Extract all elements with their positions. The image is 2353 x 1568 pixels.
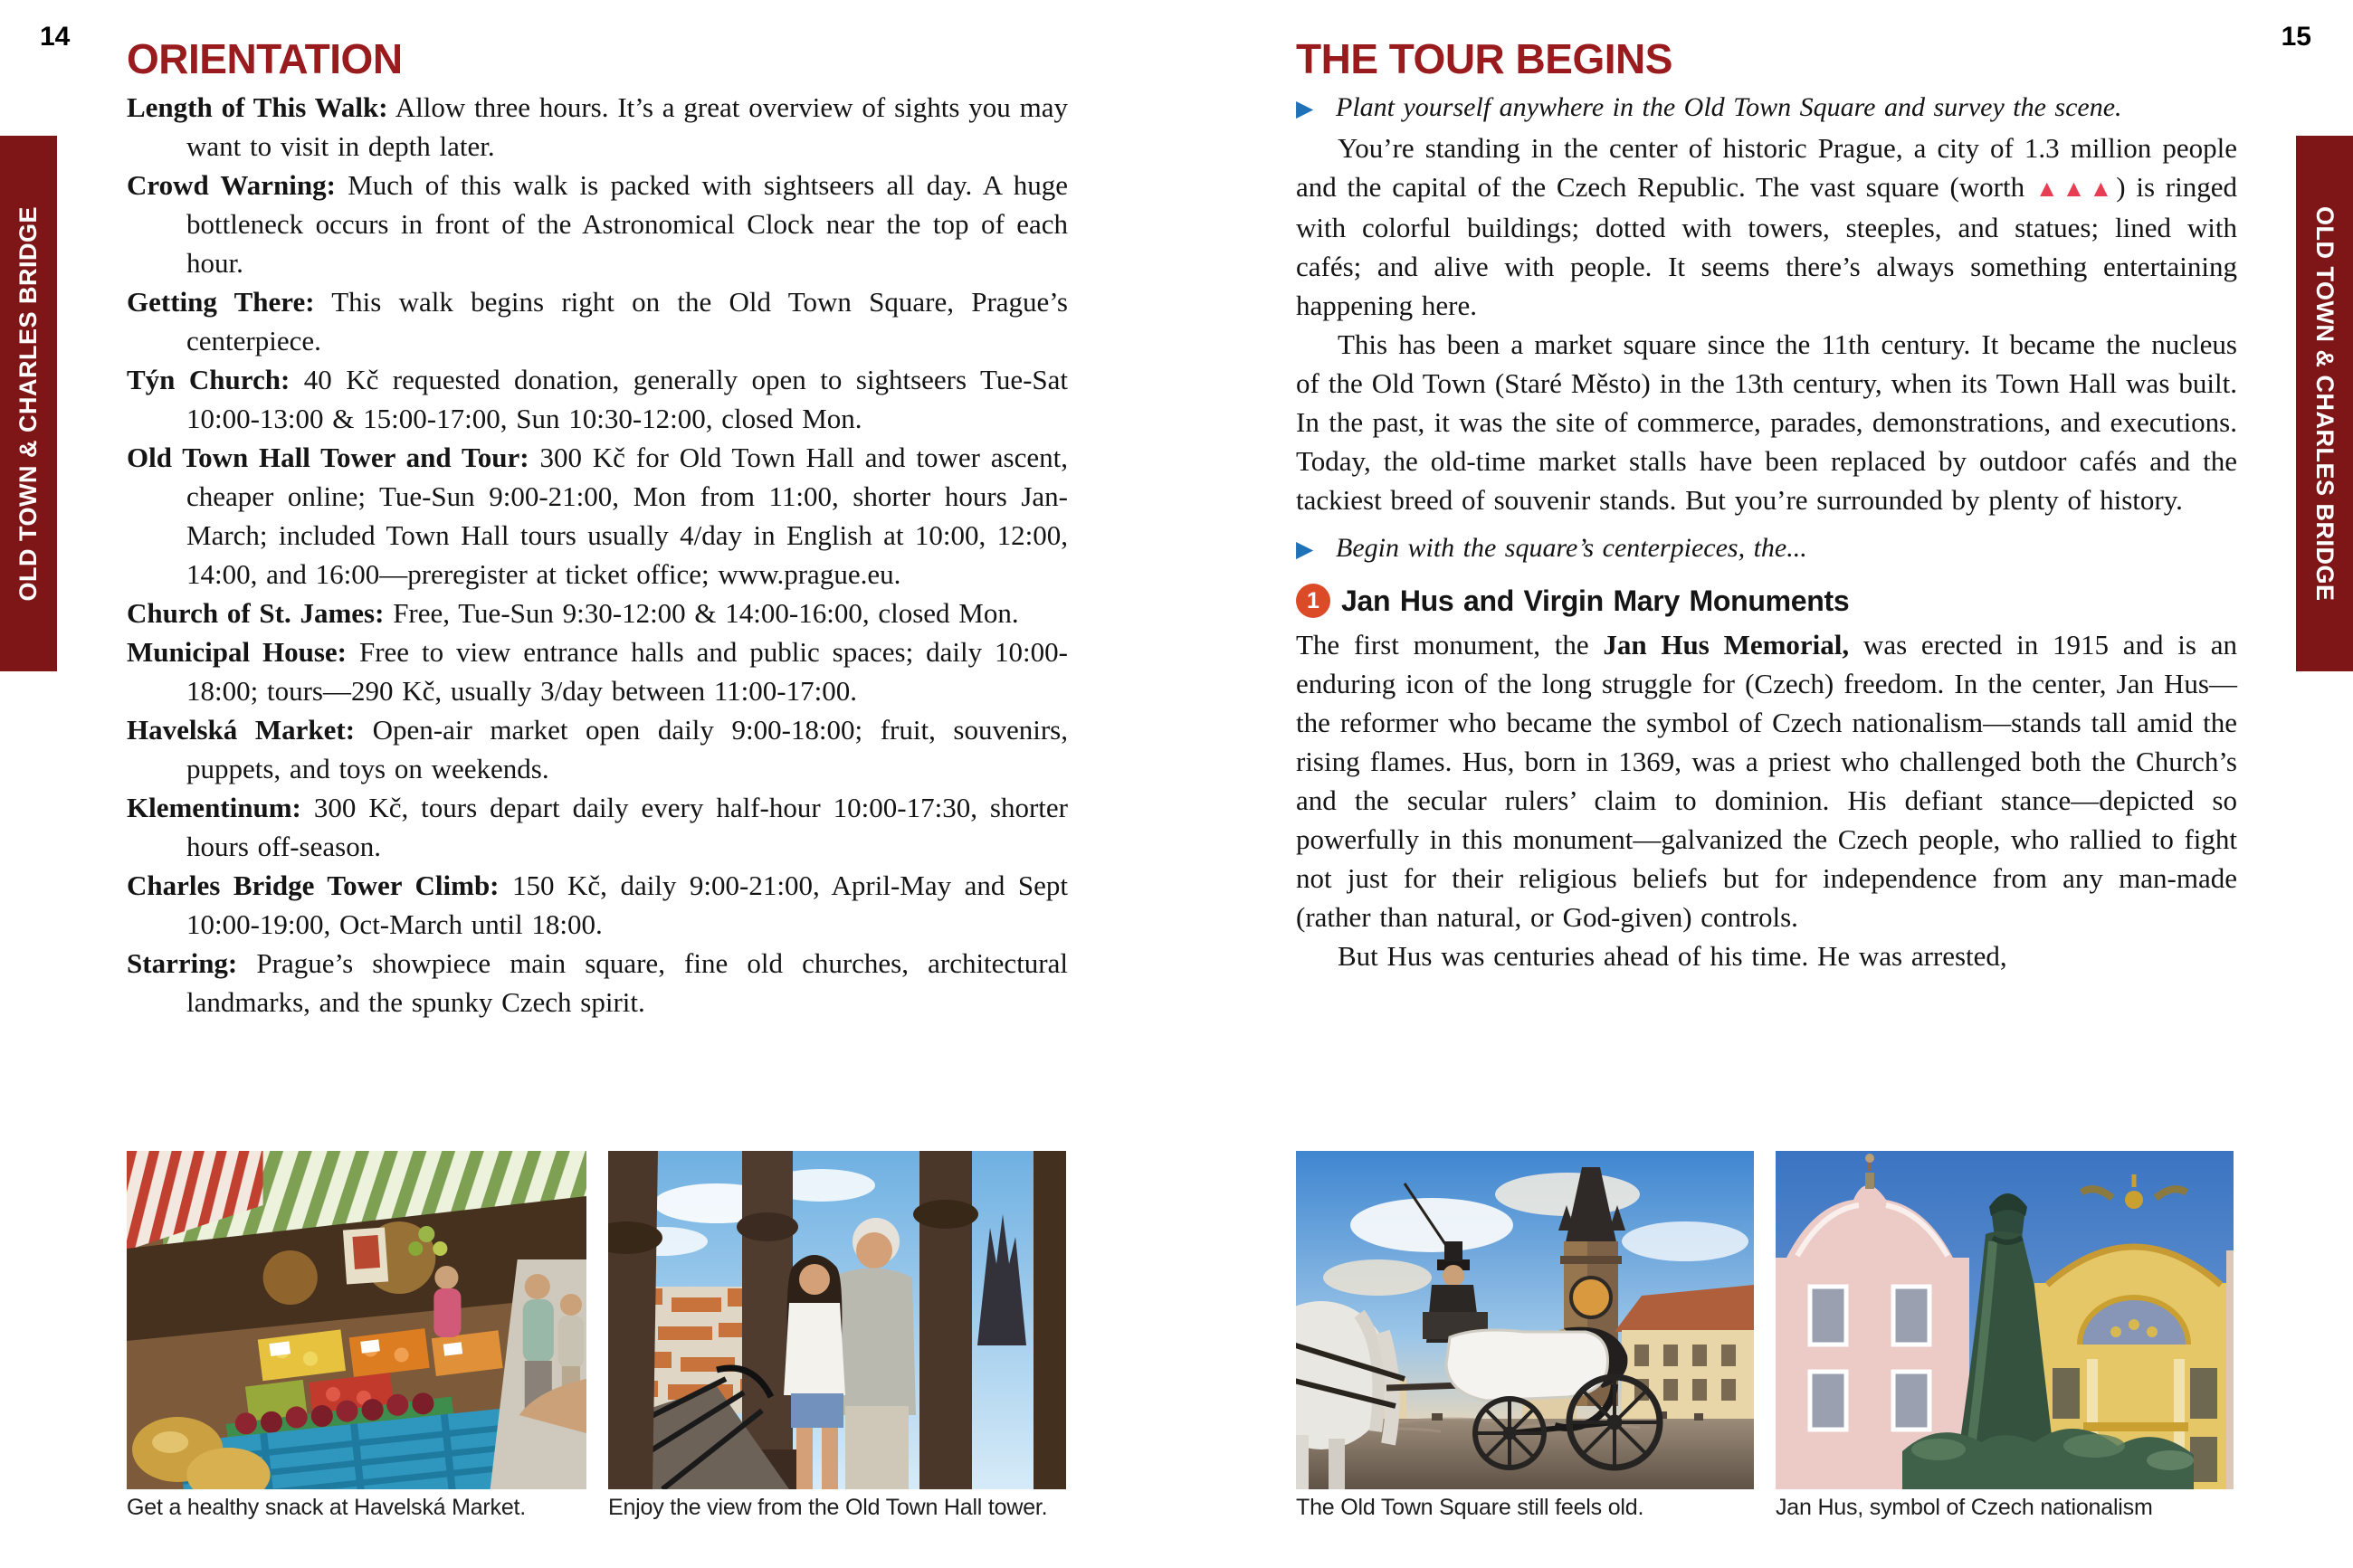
entry-label: Old Town Hall Tower and Tour:	[127, 442, 529, 473]
page-number-right: 15	[2281, 22, 2311, 52]
old-town-square-photo	[1296, 1151, 1754, 1489]
tour-begins-column	[1296, 88, 2237, 975]
entry-text: Allow three hours. It’s a great overview of sights you may want to visit in depth later.	[186, 91, 1068, 162]
entry-label: Length of This Walk:	[127, 91, 388, 123]
section-heading-jan-hus	[1296, 584, 2237, 618]
direction-arrow-icon: ▶	[1296, 97, 1314, 121]
entry-label: Charles Bridge Tower Climb:	[127, 870, 500, 901]
entry-text: This walk begins right on the Old Town Square, Prague’s centerpiece.	[186, 286, 1068, 356]
entry-label: Church of St. James:	[127, 597, 385, 629]
square-illustration	[1296, 1151, 1754, 1489]
rating-triangles: ▲▲▲	[2034, 176, 2117, 202]
orientation-entry	[127, 710, 1068, 788]
entry-label: Crowd Warning:	[127, 169, 336, 201]
text-run: was erected in 1915 and is an enduring icon of the long struggle for (Czech) freedom. In the center, Jan Hus—the reformer who became the symbol of Czech nationalism—stands tall amid the rising flames. Hus, born in 1369, was a priest who challenged both the Church’s and the secular rulers’ claim to dominion. His defiant stance—depicted so powerfully in this monument—galvanized the Czech people, who rallied to fight not just for their religious beliefs but for independence from any man-made (rather than natural, or God-given) controls.	[1296, 629, 2237, 933]
entry-text: Free, Tue-Sun 9:30-12:00 & 14:00-16:00, closed Mon.	[393, 597, 1019, 629]
jan-hus-illustration	[1776, 1151, 2234, 1489]
entry-label: Getting There:	[127, 286, 315, 318]
paragraph-jan-hus	[1296, 625, 2237, 936]
walking-direction-intro	[1296, 88, 2237, 128]
entry-text: 300 Kč for Old Town Hall and tower ascent, cheaper online; Tue-Sun 9:00-21:00, Mon from 11:00, shorter hours Jan-March; included Town Hall tours usually 4/day in English at 10:00, 12:00, 14:00, and 16:00—preregister at ticket office; www.prague.eu.	[186, 442, 1068, 590]
havelska-market-photo	[127, 1151, 586, 1489]
orientation-entries	[127, 88, 1068, 1022]
jan-hus-memorial-bold: Jan Hus Memorial,	[1603, 629, 1850, 660]
paragraph-square-overview	[1296, 128, 2237, 325]
orientation-entry	[127, 594, 1068, 632]
paragraph-market-history: This has been a market square since the 11th century. It became the nucleus of the Old Town (Staré Město) in the 13th century, when its Town Hall was built. In the past, it was the site of commerce, parades, demonstrations, and executions. Today, the old-time market stalls have been replaced by outdoor cafés and the tackiest breed of souvenir stands. But you’re surrounded by plenty of history.	[1296, 328, 2237, 516]
orientation-entry	[127, 788, 1068, 866]
paragraph-hus-arrested: But Hus was centuries ahead of his time. He was arrested,	[1338, 940, 2007, 972]
orientation-entry	[127, 632, 1068, 710]
tour-begins-heading: THE TOUR BEGINS	[1296, 35, 1672, 82]
text-run: You’re standing in the center of historic Prague, a city of 1.3 million people and the capital of the Czech Republic. The vast square (worth	[1296, 132, 2237, 203]
orientation-heading: ORIENTATION	[127, 35, 403, 82]
left-tab-label: OLD TOWN & CHARLES BRIDGE	[14, 205, 42, 602]
entry-text: 150 Kč, daily 9:00-21:00, April-May and Sept 10:00-19:00, Oct-March until 18:00.	[186, 870, 1068, 940]
right-tab-label: OLD TOWN & CHARLES BRIDGE	[2311, 205, 2339, 602]
photo-caption-tower-view: Enjoy the view from the Old Town Hall tower.	[608, 1495, 1048, 1520]
photo-caption-square: The Old Town Square still feels old.	[1296, 1495, 1644, 1520]
entry-text: Much of this walk is packed with sightseers all day. A huge bottleneck occurs in front of the Astronomical Clock near the top of each hour.	[186, 169, 1068, 279]
direction-text: Plant yourself anywhere in the Old Town Square and survey the scene.	[1336, 92, 2122, 122]
photo-caption-jan-hus: Jan Hus, symbol of Czech nationalism	[1776, 1495, 2153, 1520]
orientation-entry	[127, 438, 1068, 594]
orientation-entry	[127, 282, 1068, 360]
right-page-edge-tab	[2296, 136, 2353, 671]
direction-arrow-icon: ▶	[1296, 537, 1314, 562]
entry-label: Havelská Market:	[127, 714, 356, 746]
left-page-edge-tab	[0, 136, 57, 671]
orientation-entry	[127, 360, 1068, 438]
entry-text: 300 Kč, tours depart daily every half-hour 10:00-17:30, shorter hours off-season.	[186, 792, 1068, 862]
entry-label: Týn Church:	[127, 364, 291, 395]
town-hall-tower-view-photo	[608, 1151, 1066, 1489]
walking-direction-begin	[1296, 528, 2237, 569]
entry-text: Prague’s showpiece main square, fine old churches, architectural landmarks, and the spunky Czech spirit.	[186, 947, 1068, 1018]
entry-text: Free to view entrance halls and public spaces; daily 10:00-18:00; tours—290 Kč, usually 3/day between 11:00-17:00.	[186, 636, 1068, 707]
orientation-entry	[127, 944, 1068, 1022]
text-run: The first monument, the	[1296, 629, 1604, 660]
step-number-badge: 1	[1296, 584, 1330, 618]
photo-caption-market: Get a healthy snack at Havelská Market.	[127, 1495, 527, 1520]
entry-text: Open-air market open daily 9:00-18:00; fruit, souvenirs, puppets, and toys on weekends.	[186, 714, 1068, 784]
direction-text: Begin with the square’s centerpieces, the...	[1336, 533, 1807, 563]
entry-label: Klementinum:	[127, 792, 301, 823]
orientation-entry	[127, 166, 1068, 282]
entry-text: 40 Kč requested donation, generally open to sightseers Tue-Sat 10:00-13:00 & 15:00-17:00, Sun 10:30-12:00, closed Mon.	[186, 364, 1069, 434]
market-illustration	[127, 1151, 586, 1489]
entry-label: Municipal House:	[127, 636, 348, 668]
entry-label: Starring:	[127, 947, 238, 979]
section-title: Jan Hus and Virgin Mary Monuments	[1341, 584, 1850, 617]
orientation-entry	[127, 866, 1068, 944]
tower-view-illustration	[608, 1151, 1066, 1489]
text-run: ) is ringed with colorful buildings; dotted with towers, steeples, and statues; lined with cafés; and alive with people. It seems there’s always something entertaining happening here.	[1296, 171, 2237, 321]
orientation-entry	[127, 88, 1068, 166]
jan-hus-statue-photo	[1776, 1151, 2234, 1489]
page-number-left: 14	[40, 22, 71, 52]
